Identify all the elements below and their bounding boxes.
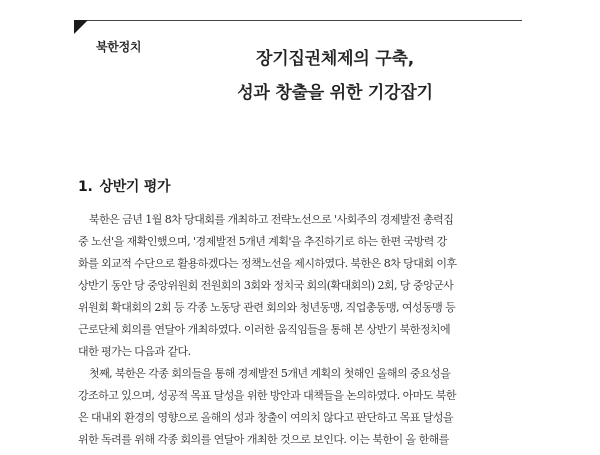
- paragraph-2-line: 위한 독려를 위해 각종 회의를 연달아 개최한 것으로 보인다. 이는 북한이 올 한해를: [78, 433, 449, 446]
- header-rule: [74, 20, 522, 21]
- paragraph-2-line: 첫째, 북한은 각종 회의들을 통해 경제발전 5개년 계획의 첫해인 올해의 중요성을: [89, 367, 451, 380]
- section-number: 1.: [78, 179, 93, 195]
- paragraph-2-line: 은 대내외 환경의 영향으로 올해의 성과 창출이 여의치 않다고 판단하고 목표 달성을: [78, 411, 453, 424]
- corner-triangle-mark: [74, 20, 88, 34]
- paragraph-1-line: 대한 평가는 다음과 같다.: [78, 345, 191, 358]
- paragraph-1-line: 위원회 확대회의 2회 등 각종 노동당 관련 회의와 청년동맹, 직업총동맹, 여성동맹 등: [78, 301, 456, 314]
- section-title: 상반기 평가: [99, 179, 171, 195]
- paragraph-2-line: 강조하고 있으며, 성공적 목표 달성을 위한 방안과 대책들을 논의하였다. 아마도 북한: [78, 389, 456, 402]
- title-line-1: 장기집권체제의 구축,: [256, 49, 414, 69]
- body-text: [78, 209, 522, 451]
- paragraph-1-line: 상반기 동안 당 중앙위원회 전원회의 3회와 정치국 회의(확대회의) 2회, 당 중앙군사: [78, 279, 454, 292]
- paragraph-1-line: 중 노선'을 재확인했으며, '경제발전 5개년 계획'을 추진하기로 하는 한편 국방력 강: [78, 235, 447, 248]
- paragraph-1-line: 북한은 금년 1월 8차 당대회를 개최하고 전략노선으로 '사회주의 경제발전 총력집: [89, 213, 454, 226]
- section-label: 북한정치: [96, 40, 142, 54]
- title-line-2: 성과 창출을 위한 기강잡기: [237, 83, 433, 103]
- paragraph-1-line: 화를 외교적 수단으로 활용하겠다는 정책노선을 제시하였다. 북한은 8차 당대회 이후: [78, 257, 457, 270]
- paragraph-1-line: 근로단체 회의를 연달아 개최하였다. 이러한 움직임들을 통해 본 상반기 북한정치에: [78, 323, 451, 336]
- section-heading: [78, 176, 170, 196]
